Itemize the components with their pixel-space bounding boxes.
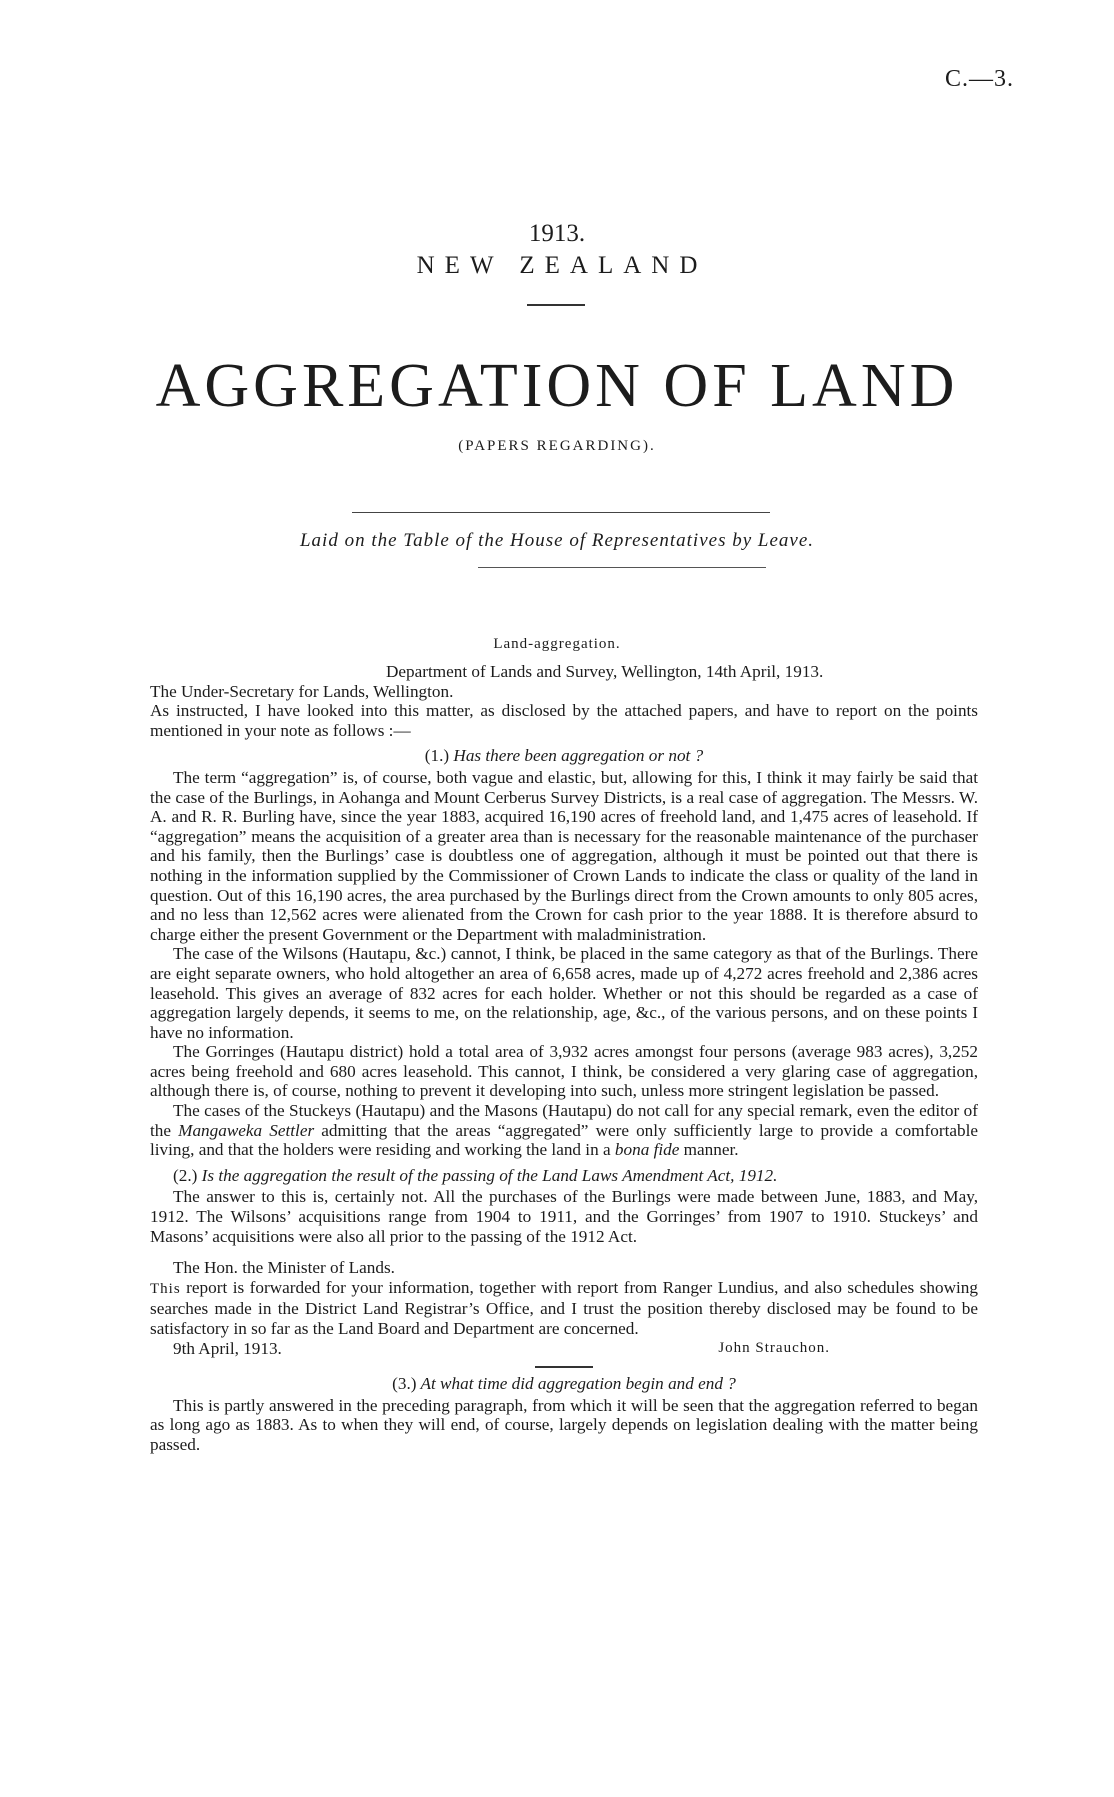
signature-date: 9th April, 1913. [173,1338,282,1358]
section-heading: Land-aggregation. [493,636,621,652]
body-paragraph [150,1278,978,1339]
divider-rule [352,512,770,513]
document-year: 1913. [528,220,586,247]
body-paragraph: The Gorringes (Hautapu district) hold a total area of 3,932 acres amongst four persons (average 983 acres), 3,252 acres being freehold and 680 acres leasehold. This cannot, I think, be considered a very glaring case of aggregation, although there is, of course, nothing to prevent it developing into such, unless more stringent legislation be passed. [150,1042,978,1101]
signature-line [150,1339,978,1359]
document-reference: C.—3. [944,66,1014,92]
document-body [150,662,978,1455]
addressee-line: The Under-Secretary for Lands, Wellington. [150,681,454,701]
paragraph-text: admitting that the areas “aggregated” were only sufficiently large to provide a comfortable living, and that the holders were residing and working the land in a [150,1120,978,1160]
paragraph-text: The cases of the Stuckeys (Hautapu) and the Masons (Hautapu) do not call for any special remark, even the editor of the [150,1101,978,1140]
body-paragraph: The case of the Wilsons (Hautapu, &c.) cannot, I think, be placed in the same category as that of the Burlings. There are eight separate owners, who hold altogether an area of 6,658 acres, made up of 4,272 acres freehold and 2,386 acres leasehold. This gives an average of 832 acres for each holder. Whether or not this should be regarded as a case of aggregation largely depends, it seems to me, on the relationship, age, &c., of the various persons, and on these points I have no information. [150,944,978,1042]
question-number: (3.) [392,1374,417,1394]
document-subtitle: (PAPERS REGARDING). [458,438,656,454]
department-line: Department of Lands and Survey, Wellington, 14th April, 1913. [386,662,824,681]
paragraph-text: report is forwarded for your information, together with report from Ranger Lundius, and also schedules showing searches made in the District Land Registrar’s Office, and I trust the position thereby disclosed may be found to be satisfactory in so far as the Land Board and Department are concerned. [150,1277,978,1338]
question-text: Is the aggregation the result of the passing of the Land Laws Amendment Act, 1912. [201,1165,778,1185]
question-text: Has there been aggregation or not ? [453,746,704,766]
divider-rule [478,567,766,568]
paragraph-text: manner. [679,1140,739,1160]
question-number: (2.) [173,1165,198,1185]
question-text: At what time did aggregation begin and end ? [420,1374,736,1394]
question-number: (1.) [424,746,450,766]
lead-word: This [150,1280,181,1297]
body-paragraph [150,1101,978,1160]
divider-rule [535,1366,593,1368]
signature-name: John Strauchon. [718,1339,830,1356]
question-heading [150,746,978,766]
country-heading: NEW ZEALAND [416,252,708,279]
question-heading [150,1374,978,1394]
latin-phrase: bona fide [614,1140,680,1160]
addressee-line: The Hon. the Minister of Lands. [173,1258,395,1278]
body-paragraph: This is partly answered in the preceding paragraph, from which it will be seen that the aggregation referred to began as long ago as 1883. As to when they will end, of course, largely depends on legislation dealing with the matter being passed. [150,1395,978,1454]
laid-on-table-notice: Laid on the Table of the House of Representatives by Leave. [299,530,815,551]
body-paragraph: The term “aggregation” is, of course, both vague and elastic, but, allowing for this, I think it may fairly be said that the case of the Burlings, in Aohanga and Mount Cerberus Survey Districts, is a real case of aggregation. The Messrs. W. A. and R. R. Burling have, since the year 1883, acquired 16,190 acres of freehold land, and 1,475 acres of leasehold. If “aggregation” means the acquisition of a greater area than is necessary for the reasonable maintenance of the purchaser and his family, then the Burlings’ case is doubtless one of aggregation, although it must be pointed out that there is nothing in the information supplied by the Commissioner of Crown Lands to indicate the class or quality of the land in question. Out of this 16,190 acres, the area purchased by the Burlings direct from the Crown amounts to only 805 acres, and no less than 12,562 acres were alienated from the Crown for cash prior to the year 1888. It is therefore absurd to charge either the present Government or the Department with maladministration. [150,767,978,944]
question-heading [150,1166,978,1186]
newspaper-title: Mangaweka Settler [178,1120,315,1140]
intro-paragraph: As instructed, I have looked into this matter, as disclosed by the attached papers, and have to report on the points mentioned in your note as follows :— [150,701,978,740]
divider-rule [527,304,585,306]
document-title: AGGREGATION OF LAND [155,352,959,420]
body-paragraph: The answer to this is, certainly not. All the purchases of the Burlings were made between June, 1883, and May, 1912. The Wilsons’ acquisitions range from 1904 to 1911, and the Gorringes’ from 1907 to 1910. Stuckeys’ and Masons’ acquisitions were also all prior to the passing of the 1912 Act. [150,1187,978,1246]
